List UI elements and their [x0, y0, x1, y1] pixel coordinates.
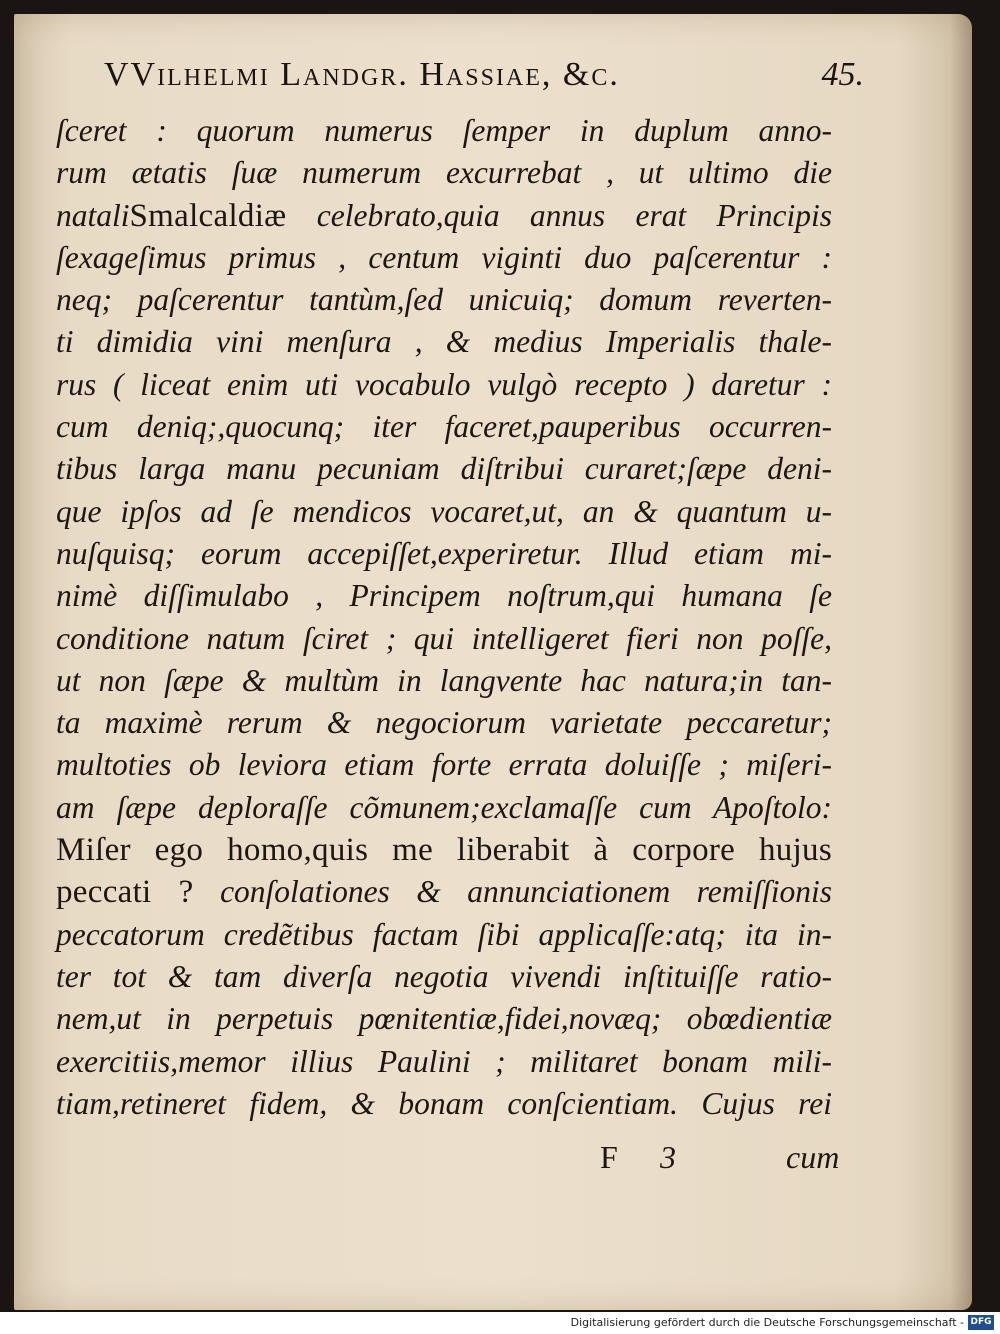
- text-line: rum ætatis ſuæ numerum excurrebat , ut ultimo die: [56, 155, 832, 191]
- text-line: tiam,retineret fidem, & bonam conſcientiam. Cujus rei: [56, 1085, 832, 1121]
- text-line: multoties ob leviora etiam forte errata doluiſſe ; miſeri-: [56, 747, 832, 783]
- funding-note: Digitalisierung gefördert durch die Deutsche Forschungsgemeinschaft -: [570, 1316, 964, 1329]
- text-line: ſexageſimus primus , centum viginti duo paſcerentur :: [56, 239, 832, 275]
- text-line: cum deniq;,quocunq; iter faceret,pauperibus occurren-: [56, 409, 832, 445]
- text-line: nuſquisq; eorum accepiſſet,experiretur. Illud etiam mi-: [56, 535, 832, 571]
- dfg-logo: DFG: [968, 1315, 994, 1330]
- catchword: cum: [786, 1139, 840, 1175]
- text-line: que ipſos ad ſe mendicos vocaret,ut, an & quantum u-: [56, 493, 832, 529]
- text-line: am ſæpe deploraſſe cõmunem;exclamaſſe cum Apoſtolo:: [56, 789, 832, 825]
- text-line: nataliSmalcaldiæ celebrato,quia annus erat Principis: [56, 197, 833, 234]
- signature-mark: F: [600, 1139, 618, 1175]
- text-line: ta maximè rerum & negociorum varietate peccaretur;: [56, 705, 832, 741]
- page-number: 45.: [821, 56, 864, 93]
- text-line: peccatorum credẽtibus factam ſibi applicaſſe:atq; ita in-: [56, 916, 832, 952]
- text-line: nimè diſſimulabo , Principem noſtrum,qui humana ſe: [56, 578, 832, 614]
- text-line: ut non ſæpe & multùm in langvente hac natura;in tan-: [56, 662, 832, 698]
- page-header: [104, 56, 864, 106]
- signature-number: 3: [660, 1139, 676, 1175]
- text-line: neq; paſcerentur tantùm,ſed unicuiq; domum reverten-: [56, 282, 832, 318]
- body-text: [56, 110, 832, 1125]
- text-line: ſceret : quorum numerus ſemper in duplum anno-: [56, 113, 832, 148]
- text-line: rus ( liceat enim uti vocabulo vulgò recepto ) daretur :: [56, 366, 832, 402]
- text-line: nem,ut in perpetuis pœnitentiæ,fidei,novæq; obœdientiæ: [56, 1001, 832, 1037]
- text-line: conditione natum ſciret ; qui intelligeret fieri non poſſe,: [56, 620, 832, 656]
- text-line: exercitiis,memor illius Paulini ; militaret bonam mili-: [56, 1043, 832, 1079]
- text-line: ter tot & tam diverſa negotia vivendi inſtituiſſe ratio-: [56, 958, 832, 994]
- page-edge-shadow: [950, 14, 972, 1310]
- running-head: VVilhelmi Landgr. Hassiae, &c.: [104, 56, 620, 93]
- text-line-roman: Miſer ego homo,quis me liberabit à corpore hujus: [56, 832, 832, 869]
- text-line: tibus larga manu pecuniam diſtribui curaret;ſæpe deni-: [56, 451, 832, 487]
- text-line: ti dimidia vini menſura , & medius Imperialis thale-: [56, 324, 832, 360]
- text-line-mixed: peccati ? conſolationes & annunciationem remiſſionis: [56, 874, 832, 911]
